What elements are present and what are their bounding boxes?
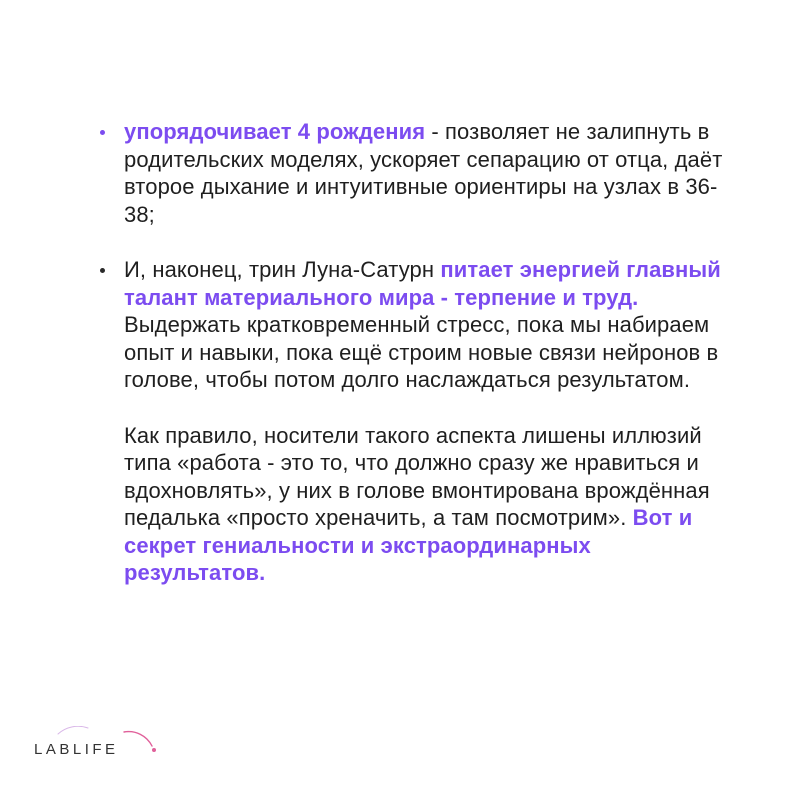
body-text: Выдержать кратковременный стресс, пока мы набираем опыт и навыки, пока ещё строим новые связи нейронов в голове, чтобы потом долго наслаждаться результатом. — [124, 312, 719, 392]
body-text: Как правило, носители такого аспекта лишены иллюзий типа «работа - это то, что должно сразу же нравиться и вдохновлять», у них в голове вмонтирована врождённая педалька «просто хреначить, а там посмотрим». — [124, 422, 710, 530]
bullet-item-1 — [96, 118, 736, 228]
closing-text — [124, 422, 736, 587]
bullet-dot — [100, 268, 105, 273]
body-text: - позволяет не залипнуть в родительских моделях, ускоряет сепарацию от отца, даёт второе дыхание и интуитивные ориентиры на узлах в 36-38; — [124, 119, 723, 227]
logo-text: LABLIFE — [34, 741, 119, 758]
lablife-logo — [28, 726, 168, 772]
highlight-text: Вот и секрет гениальности и экстраординарных результатов. — [124, 505, 693, 585]
bullet-text-2 — [124, 256, 736, 394]
bullet-item-2 — [96, 256, 736, 394]
highlight-text: питает энергией главный талант материального мира - терпение и труд. — [124, 257, 721, 310]
body-text: И, наконец, трин Луна-Сатурн — [124, 257, 441, 282]
closing-paragraph — [96, 422, 736, 587]
bullet-dot — [100, 130, 105, 135]
text-content — [96, 118, 736, 587]
bullet-text-1 — [124, 118, 736, 228]
highlight-text: упорядочивает 4 рождения — [124, 119, 426, 144]
